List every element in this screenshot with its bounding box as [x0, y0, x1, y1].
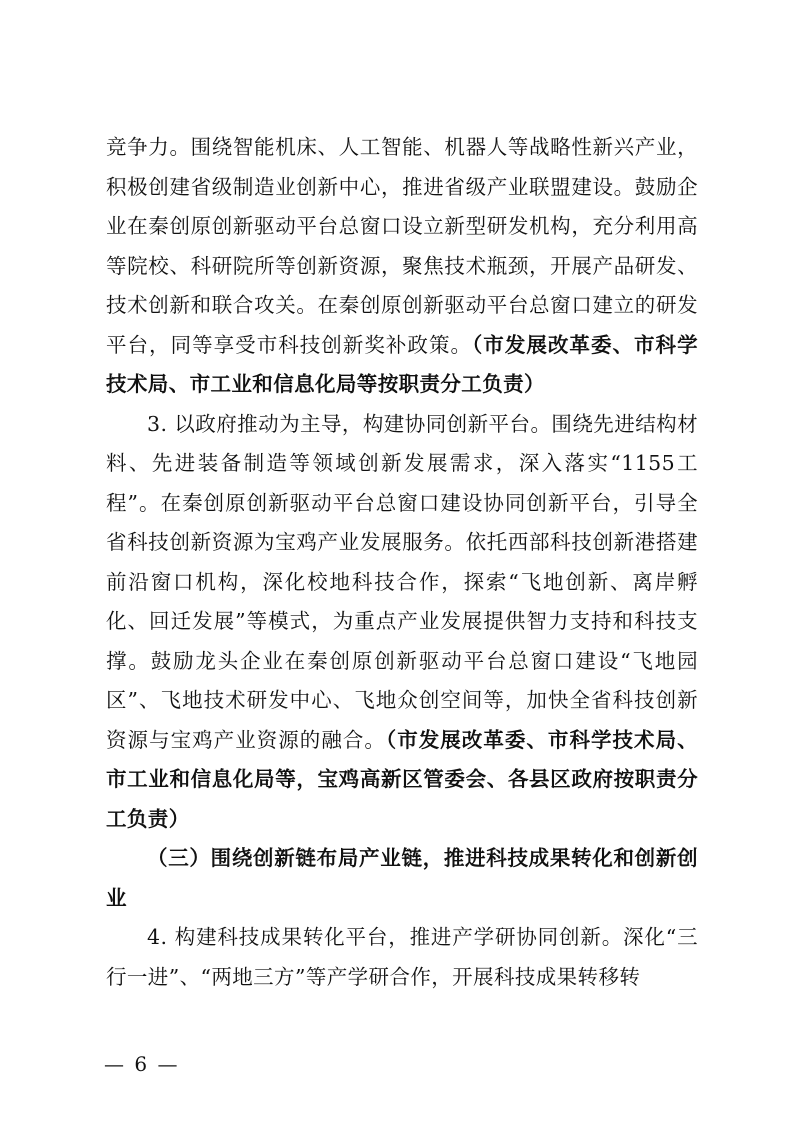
responsibility-note: （市发展改革委、市科学技术局、市工业和信息化局等按职责分工负责） — [106, 332, 698, 396]
responsibility-note: （市发展改革委、市科学技术局、市工业和信息化局等，宝鸡高新区管委会、各县区政府按职责分工负责） — [106, 727, 699, 831]
paragraph-innovation-center — [106, 128, 698, 405]
paragraph-collaborative-platform — [106, 405, 698, 840]
paragraph-text: 3. 以政府推动为主导，构建协同创新平台。围绕先进结构材料、先进装备制造等领域创新发展需求，深入落实“1155工程”。在秦创原创新驱动平台总窗口建设协同创新平台，引导全省科技创新资源为宝鸡产业发展服务。依托西部科技创新港搭建前沿窗口机构，深化校地科技合作，探索“飞地创新、离岸孵化、回迁发展”等模式，为重点产业发展提供智力支持和科技支撑。鼓励龙头企业在秦创原创新驱动平台总窗口建设“飞地园区”、飞地技术研发中心、飞地众创空间等，加快全省科技创新资源与宝鸡产业资源的融合。 — [106, 411, 698, 752]
document-body — [106, 128, 698, 997]
paragraph-tech-transfer: 4. 构建科技成果转化平台，推进产学研协同创新。深化“三行一进”、“两地三方”等产学研合作，开展科技成果转移转 — [106, 925, 698, 989]
page-number: — 6 — — [104, 1052, 180, 1076]
section-heading: （三）围绕创新链布局产业链，推进科技成果转化和创新创业 — [106, 846, 698, 910]
paragraph-text: 竞争力。围绕智能机床、人工智能、机器人等战略性新兴产业，积极创建省级制造业创新中心，推进省级产业联盟建设。鼓励企业在秦创原创新驱动平台总窗口设立新型研发机构，充分利用高等院校、科研院所等创新资源，聚焦技术瓶颈，开展产品研发、技术创新和联合攻关。在秦创原创新驱动平台总窗口建立的研发平台，同等享受市科技创新奖补政策。 — [106, 135, 698, 357]
